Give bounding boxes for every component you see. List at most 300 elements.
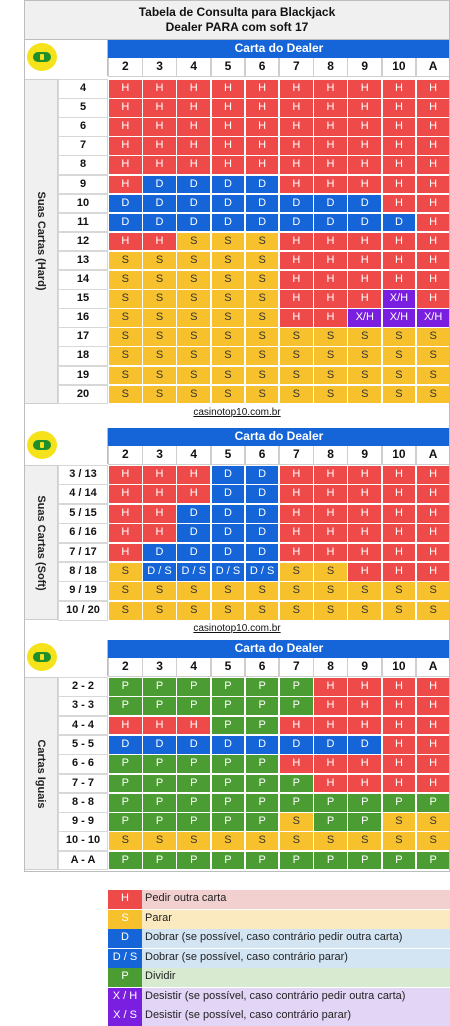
strategy-cell: H <box>382 562 417 582</box>
strategy-cell: S <box>245 346 280 366</box>
strategy-cell: P <box>245 793 280 813</box>
strategy-cell: H <box>108 98 143 118</box>
strategy-cell: P <box>108 774 143 794</box>
strategy-cell: H <box>176 117 211 137</box>
hand-row-label: 10 <box>58 194 108 214</box>
strategy-cell: S <box>245 366 280 386</box>
strategy-cell: H <box>416 194 450 214</box>
strategy-cell: S <box>245 270 280 290</box>
strategy-cell: H <box>382 136 417 156</box>
legend-description: Dividir <box>142 968 450 987</box>
strategy-cell: H <box>347 289 382 309</box>
strategy-cell: H <box>279 543 314 563</box>
strategy-cell: P <box>416 793 450 813</box>
strategy-cell: H <box>416 117 450 137</box>
strategy-cell: P <box>142 793 177 813</box>
strategy-cell: P <box>108 754 143 774</box>
strategy-cell: P <box>176 677 211 697</box>
strategy-cell: H <box>347 79 382 99</box>
legend-swatch: D / S <box>108 949 142 968</box>
strategy-cell: H <box>382 754 417 774</box>
strategy-cell: H <box>211 136 246 156</box>
strategy-cell: D <box>176 735 211 755</box>
strategy-cell: P <box>279 793 314 813</box>
strategy-cell: S <box>245 232 280 252</box>
strategy-cell: H <box>416 465 450 485</box>
strategy-cell: X/H <box>382 289 417 309</box>
strategy-cell: D <box>108 194 143 214</box>
strategy-cell: H <box>279 504 314 524</box>
strategy-cell: P <box>347 793 382 813</box>
legend-swatch: X / H <box>108 988 142 1007</box>
strategy-cell: S <box>108 270 143 290</box>
strategy-cell: P <box>313 793 348 813</box>
hand-row-label: 12 <box>58 232 108 252</box>
dealer-card-header: 5 <box>211 446 246 465</box>
dealer-card-header: 5 <box>211 658 246 677</box>
strategy-cell: S <box>108 366 143 386</box>
strategy-cell: H <box>279 251 314 271</box>
strategy-cell: S <box>313 581 348 601</box>
strategy-cell: S <box>347 327 382 347</box>
dealer-card-header: 4 <box>176 658 211 677</box>
strategy-cell: S <box>211 581 246 601</box>
strategy-cell: H <box>347 523 382 543</box>
strategy-cell: D <box>245 523 280 543</box>
strategy-cell: D <box>279 735 314 755</box>
strategy-cell: H <box>313 484 348 504</box>
strategy-cell: H <box>279 155 314 175</box>
strategy-cell: S <box>279 831 314 851</box>
hand-row-label: 6 / 16 <box>58 523 108 543</box>
strategy-cell: P <box>211 812 246 832</box>
strategy-cell: H <box>313 98 348 118</box>
strategy-cell: S <box>142 346 177 366</box>
strategy-cell: S <box>382 601 417 621</box>
strategy-cell: S <box>416 346 450 366</box>
hand-row-label: 20 <box>58 385 108 405</box>
strategy-cell: S <box>142 327 177 347</box>
strategy-cell: H <box>382 696 417 716</box>
legend-description: Desistir (se possível, caso contrário parar) <box>142 1007 450 1026</box>
hand-row-label: 19 <box>58 366 108 386</box>
strategy-cell: H <box>176 465 211 485</box>
strategy-cell: P <box>176 793 211 813</box>
strategy-cell: H <box>313 543 348 563</box>
side-label-text: Suas Cartas (Soft) <box>35 494 47 591</box>
strategy-cell: D <box>142 213 177 233</box>
strategy-cell: P <box>211 696 246 716</box>
hand-row-label: 10 / 20 <box>58 601 108 621</box>
hand-row-label: 5 - 5 <box>58 735 108 755</box>
strategy-cell: P <box>142 696 177 716</box>
strategy-cell: H <box>347 270 382 290</box>
strategy-cell: D <box>211 504 246 524</box>
dealer-card-header: 9 <box>347 658 382 677</box>
strategy-cell: S <box>416 581 450 601</box>
strategy-cell: S <box>416 812 450 832</box>
strategy-cell: P <box>211 677 246 697</box>
strategy-cell: D <box>211 543 246 563</box>
strategy-cell: S <box>279 346 314 366</box>
hand-row-label: 15 <box>58 289 108 309</box>
legend-description: Dobrar (se possível, caso contrário parar) <box>142 949 450 968</box>
strategy-cell: H <box>416 735 450 755</box>
strategy-cell: D <box>313 213 348 233</box>
strategy-cell: S <box>313 346 348 366</box>
strategy-cell: D <box>211 484 246 504</box>
strategy-cell: H <box>211 155 246 175</box>
hand-row-label: 10 - 10 <box>58 831 108 851</box>
strategy-cell: S <box>416 366 450 386</box>
strategy-cell: H <box>176 716 211 736</box>
strategy-cell: S <box>142 366 177 386</box>
strategy-cell: D <box>176 523 211 543</box>
strategy-cell: H <box>279 289 314 309</box>
strategy-cell: H <box>347 504 382 524</box>
dealer-card-header: 4 <box>176 58 211 77</box>
dealer-card-header: 8 <box>313 446 348 465</box>
chart-title <box>24 0 450 40</box>
section-side-label <box>24 677 58 870</box>
dealer-header: Carta do Dealer <box>108 40 450 58</box>
legend-swatch: S <box>108 910 142 929</box>
strategy-cell: H <box>416 175 450 195</box>
strategy-cell: H <box>313 465 348 485</box>
strategy-cell: H <box>142 484 177 504</box>
strategy-cell: S <box>382 581 417 601</box>
strategy-cell: S <box>313 601 348 621</box>
hand-row-label: 7 - 7 <box>58 774 108 794</box>
logo-pill-icon <box>33 652 51 662</box>
strategy-cell: H <box>347 677 382 697</box>
strategy-cell: H <box>142 716 177 736</box>
strategy-cell: H <box>416 677 450 697</box>
hand-row-label: 7 / 17 <box>58 543 108 563</box>
title-line-1: Tabela de Consulta para Blackjack <box>138 5 336 19</box>
strategy-cell: S <box>313 385 348 405</box>
strategy-cell: H <box>142 523 177 543</box>
strategy-cell: H <box>142 79 177 99</box>
strategy-cell: P <box>279 774 314 794</box>
strategy-cell: H <box>176 136 211 156</box>
strategy-cell: S <box>416 327 450 347</box>
title-line-2: Dealer PARA com soft 17 <box>165 20 309 34</box>
strategy-cell: H <box>279 175 314 195</box>
strategy-cell: H <box>313 754 348 774</box>
dealer-card-header: A <box>416 446 450 465</box>
strategy-cell: H <box>142 465 177 485</box>
strategy-cell: H <box>211 117 246 137</box>
legend-description: Desistir (se possível, caso contrário pedir outra carta) <box>142 988 450 1007</box>
strategy-cell: H <box>347 251 382 271</box>
website-link[interactable]: casinotop10.com.br <box>24 405 450 423</box>
strategy-cell: S <box>279 601 314 621</box>
strategy-cell: H <box>313 175 348 195</box>
strategy-cell: S <box>211 308 246 328</box>
strategy-cell: H <box>382 504 417 524</box>
strategy-cell: S <box>382 812 417 832</box>
strategy-cell: P <box>142 677 177 697</box>
hand-row-label: 4 - 4 <box>58 716 108 736</box>
strategy-cell: D <box>176 213 211 233</box>
strategy-cell: H <box>279 484 314 504</box>
strategy-cell: S <box>245 308 280 328</box>
strategy-cell: S <box>313 831 348 851</box>
strategy-cell: S <box>211 251 246 271</box>
strategy-cell: P <box>176 812 211 832</box>
strategy-cell: S <box>176 327 211 347</box>
strategy-cell: H <box>245 155 280 175</box>
hand-row-label: 9 / 19 <box>58 581 108 601</box>
strategy-cell: S <box>142 601 177 621</box>
strategy-cell: S <box>176 270 211 290</box>
strategy-cell: S <box>142 308 177 328</box>
strategy-cell: S <box>313 562 348 582</box>
strategy-cell: D <box>245 175 280 195</box>
strategy-cell: H <box>382 543 417 563</box>
strategy-cell: H <box>347 136 382 156</box>
section-side-label <box>24 465 58 620</box>
strategy-cell: S <box>108 581 143 601</box>
strategy-cell: H <box>313 696 348 716</box>
strategy-cell: H <box>347 696 382 716</box>
dealer-card-header: 8 <box>313 658 348 677</box>
strategy-cell: H <box>108 136 143 156</box>
strategy-cell: P <box>245 716 280 736</box>
strategy-cell: H <box>142 136 177 156</box>
strategy-cell: H <box>108 716 143 736</box>
strategy-cell: H <box>382 175 417 195</box>
strategy-cell: H <box>313 155 348 175</box>
strategy-cell: P <box>142 851 177 871</box>
strategy-cell: H <box>108 484 143 504</box>
strategy-cell: H <box>108 117 143 137</box>
hand-row-label: 16 <box>58 308 108 328</box>
strategy-cell: H <box>176 155 211 175</box>
strategy-cell: S <box>176 346 211 366</box>
strategy-cell: S <box>108 562 143 582</box>
hand-row-label: 5 / 15 <box>58 504 108 524</box>
strategy-cell: H <box>313 774 348 794</box>
strategy-cell: S <box>108 251 143 271</box>
strategy-cell: H <box>176 79 211 99</box>
logo-pill-icon <box>33 52 51 62</box>
casino-logo <box>24 40 108 76</box>
strategy-cell: S <box>347 366 382 386</box>
dealer-card-header: 6 <box>245 446 280 465</box>
strategy-cell: H <box>382 232 417 252</box>
hand-row-label: 9 <box>58 175 108 195</box>
strategy-cell: H <box>245 117 280 137</box>
strategy-cell: S <box>313 366 348 386</box>
strategy-cell: S <box>176 232 211 252</box>
strategy-cell: H <box>382 117 417 137</box>
hand-row-label: 2 - 2 <box>58 677 108 697</box>
strategy-cell: H <box>142 504 177 524</box>
strategy-cell: H <box>313 136 348 156</box>
strategy-cell: S <box>108 385 143 405</box>
dealer-card-header: 7 <box>279 446 314 465</box>
strategy-cell: S <box>142 581 177 601</box>
strategy-cell: H <box>416 79 450 99</box>
dealer-card-header: 6 <box>245 58 280 77</box>
strategy-cell: X/H <box>382 308 417 328</box>
strategy-cell: S <box>211 385 246 405</box>
hand-row-label: 8 <box>58 155 108 175</box>
dealer-header: Carta do Dealer <box>108 428 450 446</box>
strategy-cell: S <box>416 601 450 621</box>
dealer-card-header: 7 <box>279 658 314 677</box>
strategy-cell: P <box>142 774 177 794</box>
strategy-cell: D <box>347 194 382 214</box>
strategy-cell: D <box>108 735 143 755</box>
legend-description: Pedir outra carta <box>142 890 450 909</box>
strategy-cell: D <box>142 175 177 195</box>
strategy-cell: H <box>279 98 314 118</box>
strategy-cell: P <box>245 812 280 832</box>
strategy-cell: P <box>245 774 280 794</box>
strategy-cell: P <box>108 812 143 832</box>
strategy-cell: S <box>142 831 177 851</box>
dealer-card-header: 4 <box>176 446 211 465</box>
strategy-cell: H <box>279 465 314 485</box>
strategy-cell: H <box>416 270 450 290</box>
strategy-cell: P <box>176 774 211 794</box>
strategy-cell: S <box>347 601 382 621</box>
legend-description: Parar <box>142 910 450 929</box>
strategy-cell: P <box>416 851 450 871</box>
strategy-cell: H <box>416 155 450 175</box>
strategy-cell: S <box>176 289 211 309</box>
strategy-cell: D / S <box>142 562 177 582</box>
strategy-cell: D <box>211 735 246 755</box>
strategy-cell: P <box>245 677 280 697</box>
strategy-cell: S <box>245 601 280 621</box>
website-link[interactable]: casinotop10.com.br <box>24 621 450 639</box>
strategy-cell: H <box>416 562 450 582</box>
strategy-cell: D <box>142 194 177 214</box>
strategy-cell: H <box>313 270 348 290</box>
hand-row-label: 11 <box>58 213 108 233</box>
dealer-card-header: A <box>416 658 450 677</box>
strategy-cell: D <box>211 175 246 195</box>
strategy-cell: D <box>245 465 280 485</box>
strategy-cell: D <box>176 175 211 195</box>
hand-row-label: 9 - 9 <box>58 812 108 832</box>
strategy-cell: S <box>416 385 450 405</box>
strategy-cell: D / S <box>211 562 246 582</box>
dealer-card-header: 3 <box>142 658 177 677</box>
strategy-cell: P <box>211 793 246 813</box>
strategy-cell: S <box>416 831 450 851</box>
strategy-cell: S <box>211 831 246 851</box>
strategy-cell: H <box>108 543 143 563</box>
casino-logo <box>24 640 108 676</box>
strategy-cell: P <box>142 812 177 832</box>
strategy-cell: H <box>382 270 417 290</box>
strategy-cell: S <box>176 366 211 386</box>
strategy-cell: H <box>313 716 348 736</box>
hand-row-label: 4 <box>58 79 108 99</box>
strategy-cell: H <box>313 523 348 543</box>
strategy-cell: H <box>382 484 417 504</box>
strategy-cell: D <box>176 504 211 524</box>
strategy-cell: S <box>347 346 382 366</box>
casino-logo <box>24 428 108 464</box>
strategy-cell: P <box>347 812 382 832</box>
strategy-cell: P <box>108 851 143 871</box>
strategy-cell: S <box>211 232 246 252</box>
strategy-cell: P <box>279 696 314 716</box>
strategy-cell: H <box>279 136 314 156</box>
strategy-cell: H <box>176 484 211 504</box>
strategy-cell: H <box>211 79 246 99</box>
strategy-cell: S <box>176 308 211 328</box>
strategy-cell: H <box>108 523 143 543</box>
strategy-cell: P <box>245 754 280 774</box>
strategy-cell: H <box>279 308 314 328</box>
dealer-card-header: 7 <box>279 58 314 77</box>
strategy-cell: P <box>211 851 246 871</box>
dealer-card-header: 2 <box>108 658 143 677</box>
hand-row-label: A - A <box>58 851 108 871</box>
strategy-cell: S <box>176 581 211 601</box>
hand-row-label: 6 <box>58 117 108 137</box>
dealer-card-header: 2 <box>108 446 143 465</box>
strategy-cell: H <box>245 98 280 118</box>
strategy-cell: D <box>245 735 280 755</box>
hand-row-label: 8 - 8 <box>58 793 108 813</box>
strategy-cell: D <box>347 213 382 233</box>
strategy-cell: H <box>313 117 348 137</box>
strategy-cell: D <box>382 213 417 233</box>
strategy-cell: D <box>279 213 314 233</box>
strategy-cell: H <box>416 523 450 543</box>
strategy-cell: H <box>382 251 417 271</box>
strategy-cell: H <box>416 484 450 504</box>
strategy-cell: P <box>108 696 143 716</box>
strategy-cell: D <box>279 194 314 214</box>
strategy-cell: H <box>313 504 348 524</box>
legend-swatch: X / S <box>108 1007 142 1026</box>
strategy-cell: H <box>347 465 382 485</box>
strategy-cell: H <box>279 117 314 137</box>
strategy-cell: P <box>211 754 246 774</box>
strategy-cell: H <box>416 504 450 524</box>
strategy-cell: P <box>313 851 348 871</box>
strategy-cell: H <box>176 98 211 118</box>
strategy-cell: H <box>382 716 417 736</box>
strategy-cell: S <box>108 601 143 621</box>
strategy-cell: P <box>245 696 280 716</box>
strategy-cell: D <box>313 735 348 755</box>
strategy-cell: D <box>245 194 280 214</box>
strategy-cell: S <box>347 385 382 405</box>
strategy-cell: S <box>245 581 280 601</box>
strategy-cell: H <box>142 98 177 118</box>
hand-row-label: 6 - 6 <box>58 754 108 774</box>
strategy-cell: S <box>279 327 314 347</box>
dealer-card-header: 5 <box>211 58 246 77</box>
strategy-cell: S <box>382 346 417 366</box>
strategy-cell: H <box>108 232 143 252</box>
strategy-cell: H <box>416 136 450 156</box>
strategy-cell: H <box>313 677 348 697</box>
dealer-card-header: 9 <box>347 446 382 465</box>
strategy-cell: H <box>416 754 450 774</box>
strategy-cell: D <box>176 543 211 563</box>
